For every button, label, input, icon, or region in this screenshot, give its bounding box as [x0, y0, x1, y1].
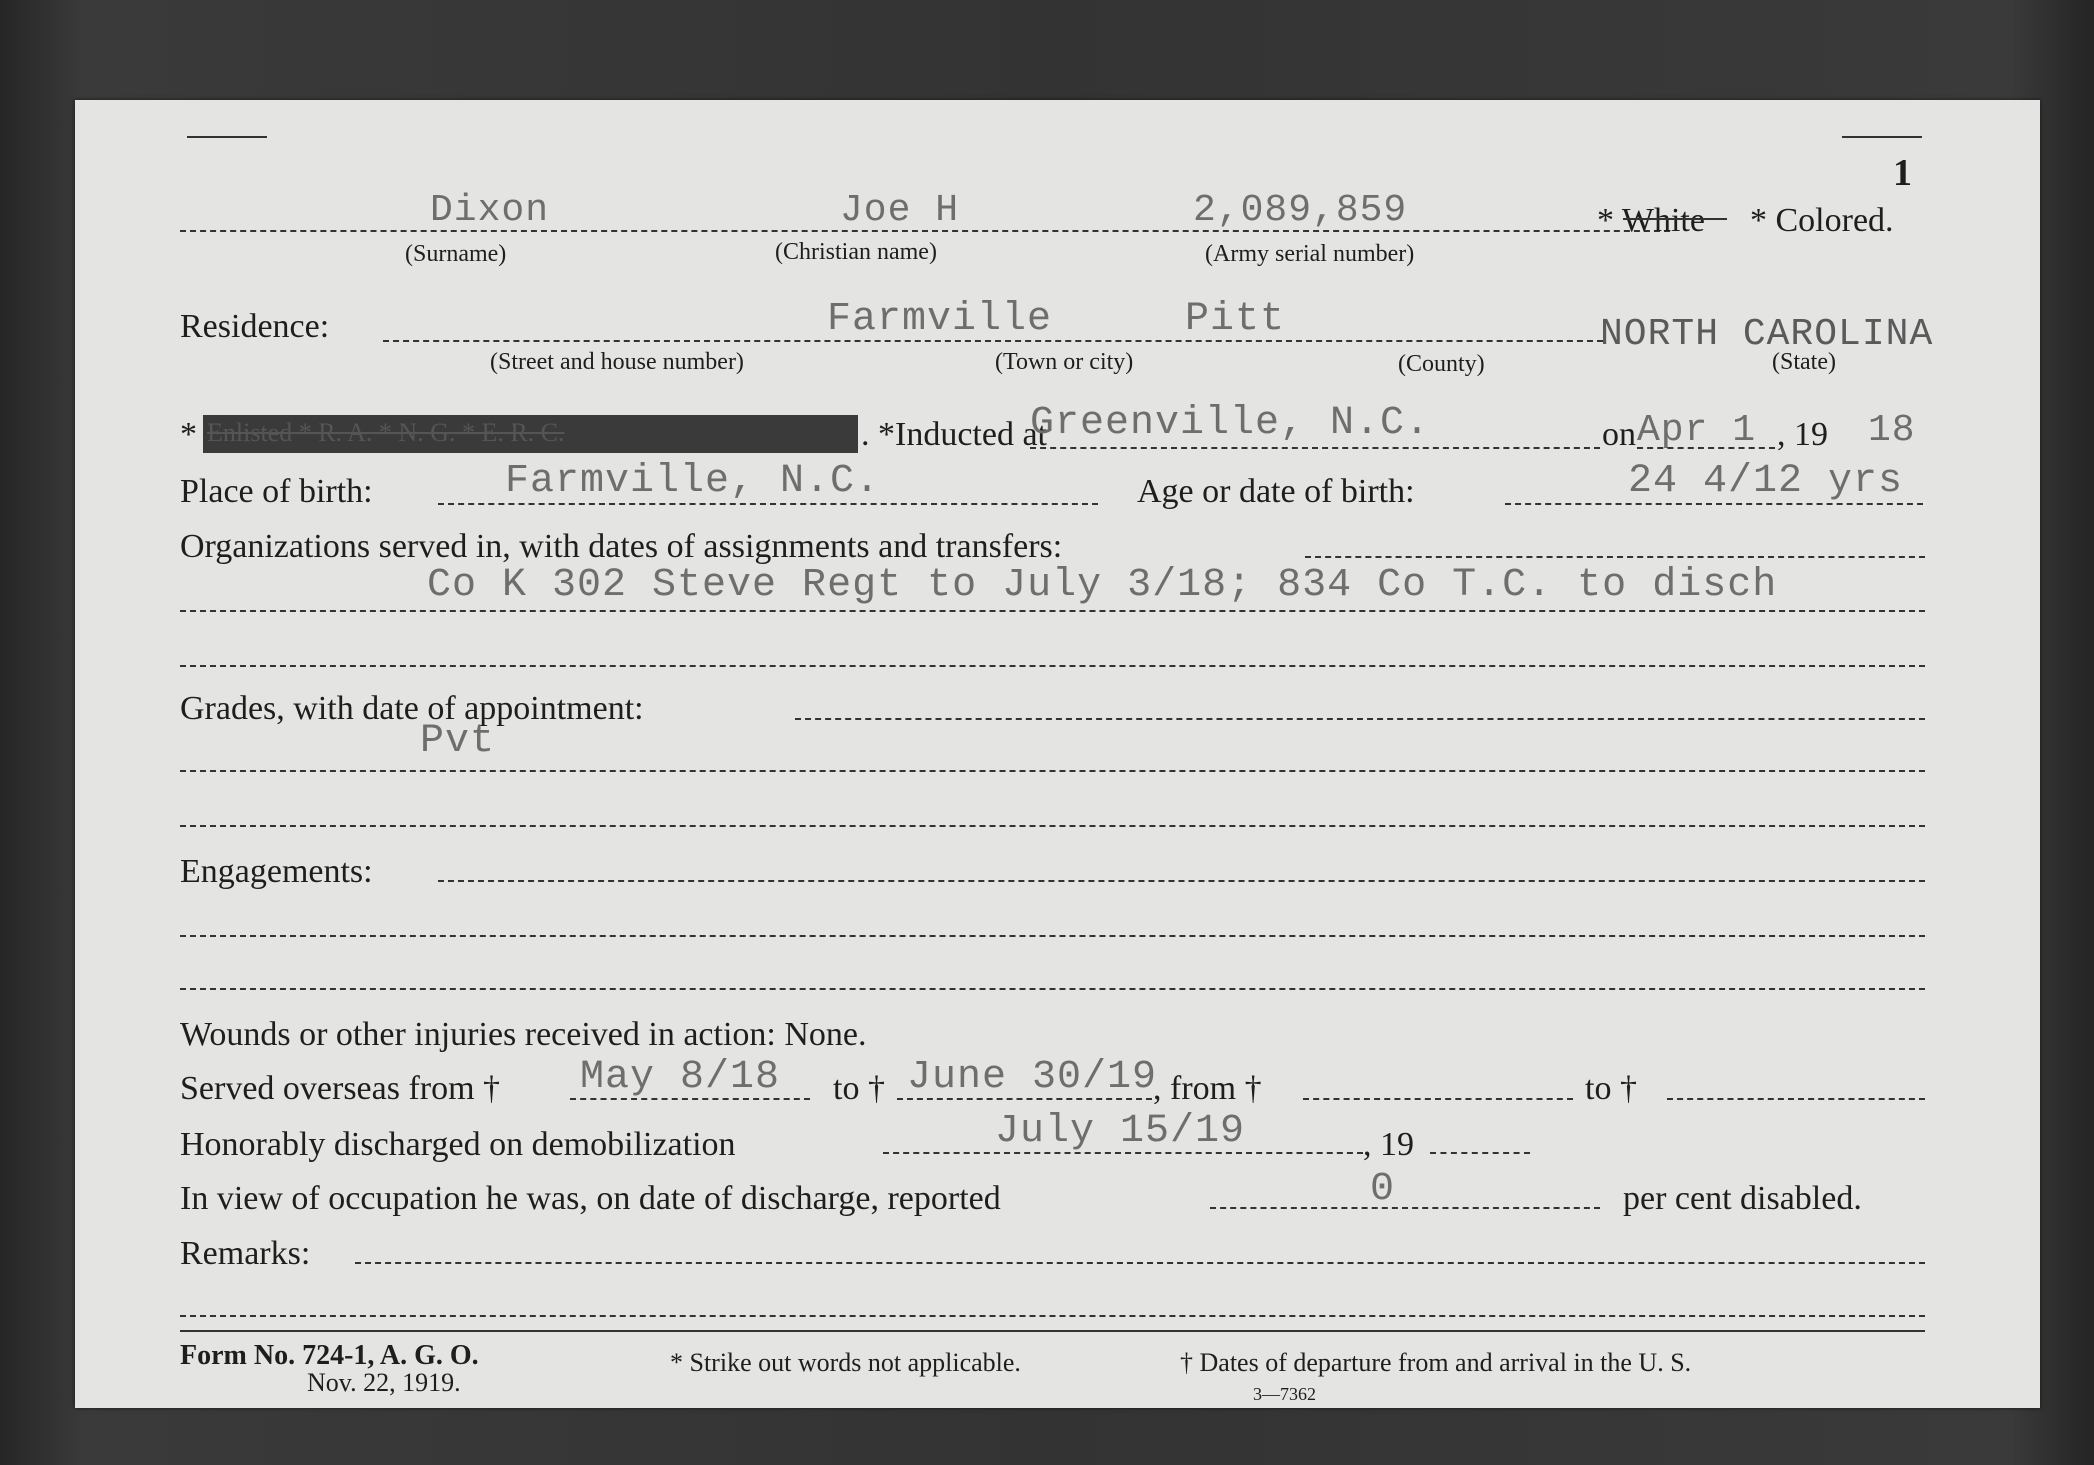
discharge-label: Honorably discharged on demobilization — [180, 1126, 736, 1163]
disability-value: 0 — [1370, 1167, 1396, 1212]
street-caption: (Street and house number) — [490, 349, 744, 375]
induction-asterisk: * — [180, 416, 197, 453]
disability-line — [1210, 1207, 1600, 1209]
induction-year-prefix: , 19 — [1777, 416, 1828, 453]
engagements-line-2 — [180, 935, 1925, 937]
organizations-line-1 — [1305, 556, 1925, 558]
induction-place: Greenville, N.C. — [1030, 401, 1431, 446]
place-of-birth-label: Place of birth: — [180, 473, 373, 510]
race-colored: * Colored. — [1750, 202, 1894, 239]
organizations-line-3 — [180, 665, 1925, 667]
discharge-year-line — [1430, 1152, 1530, 1154]
overseas-from2-line — [1303, 1098, 1573, 1100]
christian-name-value: Joe H — [840, 189, 960, 232]
footer-rule — [180, 1330, 1925, 1332]
residence-label: Residence: — [180, 308, 330, 345]
overseas-from-line — [570, 1098, 810, 1100]
surname-value: Dixon — [430, 189, 550, 232]
remarks-line-2 — [180, 1315, 1925, 1317]
grades-value: Pvt — [420, 719, 496, 764]
overseas-to2-line — [1667, 1098, 1925, 1100]
state-caption: (State) — [1772, 349, 1836, 375]
serial-number-value: 2,089,859 — [1193, 189, 1408, 232]
organizations-label: Organizations served in, with dates of assignments and transfers: — [180, 528, 1063, 565]
residence-state: NORTH CAROLINA — [1600, 313, 1934, 356]
form-date: Nov. 22, 1919. — [307, 1368, 461, 1397]
christian-caption: (Christian name) — [775, 239, 937, 265]
struck-enlistment-text: Enlisted * R. A. * N. G. * E. R. C. — [207, 418, 565, 447]
overseas-from2-label: , from † — [1153, 1070, 1262, 1107]
inducted-label: . *Inducted at — [861, 416, 1047, 453]
identity-line — [180, 230, 1670, 232]
grades-line-1 — [795, 718, 1925, 720]
engagements-line-3 — [180, 988, 1925, 990]
induction-date-line — [1637, 447, 1775, 449]
service-record-card — [75, 100, 2040, 1408]
residence-county: Pitt — [1185, 297, 1286, 342]
town-caption: (Town or city) — [995, 349, 1134, 375]
form-number: Form No. 724-1, A. G. O. — [180, 1340, 479, 1371]
overseas-to-label: to † — [833, 1070, 885, 1107]
race-white: * White — [1597, 202, 1705, 239]
grades-line-2 — [180, 770, 1925, 772]
place-of-birth-value: Farmville, N.C. — [505, 459, 881, 504]
surname-caption: (Surname) — [405, 241, 507, 267]
induction-place-line — [1030, 447, 1600, 449]
corner-rule — [1842, 136, 1922, 138]
residence-town: Farmville — [827, 297, 1053, 342]
overseas-label: Served overseas from † — [180, 1070, 501, 1107]
disability-label: In view of occupation he was, on date of discharge, reported — [180, 1180, 1001, 1217]
induction-date: Apr 1 — [1637, 409, 1757, 452]
age-value: 24 4/12 yrs — [1628, 459, 1904, 504]
discharge-date-line — [883, 1152, 1363, 1154]
age-line — [1505, 503, 1923, 505]
organizations-line-2 — [180, 610, 1925, 612]
corner-rule — [187, 136, 267, 138]
remarks-label: Remarks: — [180, 1235, 311, 1272]
grades-line-3 — [180, 825, 1925, 827]
strike-out-note: * Strike out words not applicable. — [670, 1348, 1021, 1377]
organizations-value: Co K 302 Steve Regt to July 3/18; 834 Co T.C. to disch — [427, 563, 1778, 608]
overseas-from-value: May 8/18 — [580, 1055, 781, 1100]
overseas-to-value: June 30/19 — [907, 1055, 1158, 1100]
on-label: on — [1602, 416, 1636, 453]
dates-note: † Dates of departure from and arrival in the U. S. — [1180, 1348, 1692, 1377]
engagements-label: Engagements: — [180, 853, 373, 890]
place-of-birth-line — [438, 503, 1098, 505]
discharge-year-label: , 19 — [1363, 1126, 1414, 1163]
induction-year: 18 — [1868, 409, 1916, 452]
disability-suffix: per cent disabled. — [1623, 1180, 1862, 1217]
wounds-label: Wounds or other injuries received in action: None. — [180, 1016, 867, 1053]
county-caption: (County) — [1398, 351, 1485, 377]
print-code: 3—7362 — [1253, 1384, 1316, 1404]
discharge-date: July 15/19 — [995, 1109, 1246, 1154]
age-label: Age or date of birth: — [1137, 473, 1415, 510]
page-number: 1 — [1893, 152, 1912, 194]
overseas-to-line — [897, 1098, 1152, 1100]
residence-line — [383, 340, 1603, 342]
serial-caption: (Army serial number) — [1205, 241, 1415, 267]
overseas-to2-label: to † — [1585, 1070, 1637, 1107]
engagements-line-1 — [438, 880, 1925, 882]
grades-label: Grades, with date of appointment: — [180, 690, 644, 727]
remarks-line-1 — [355, 1262, 1925, 1264]
white-strike — [1623, 218, 1727, 220]
